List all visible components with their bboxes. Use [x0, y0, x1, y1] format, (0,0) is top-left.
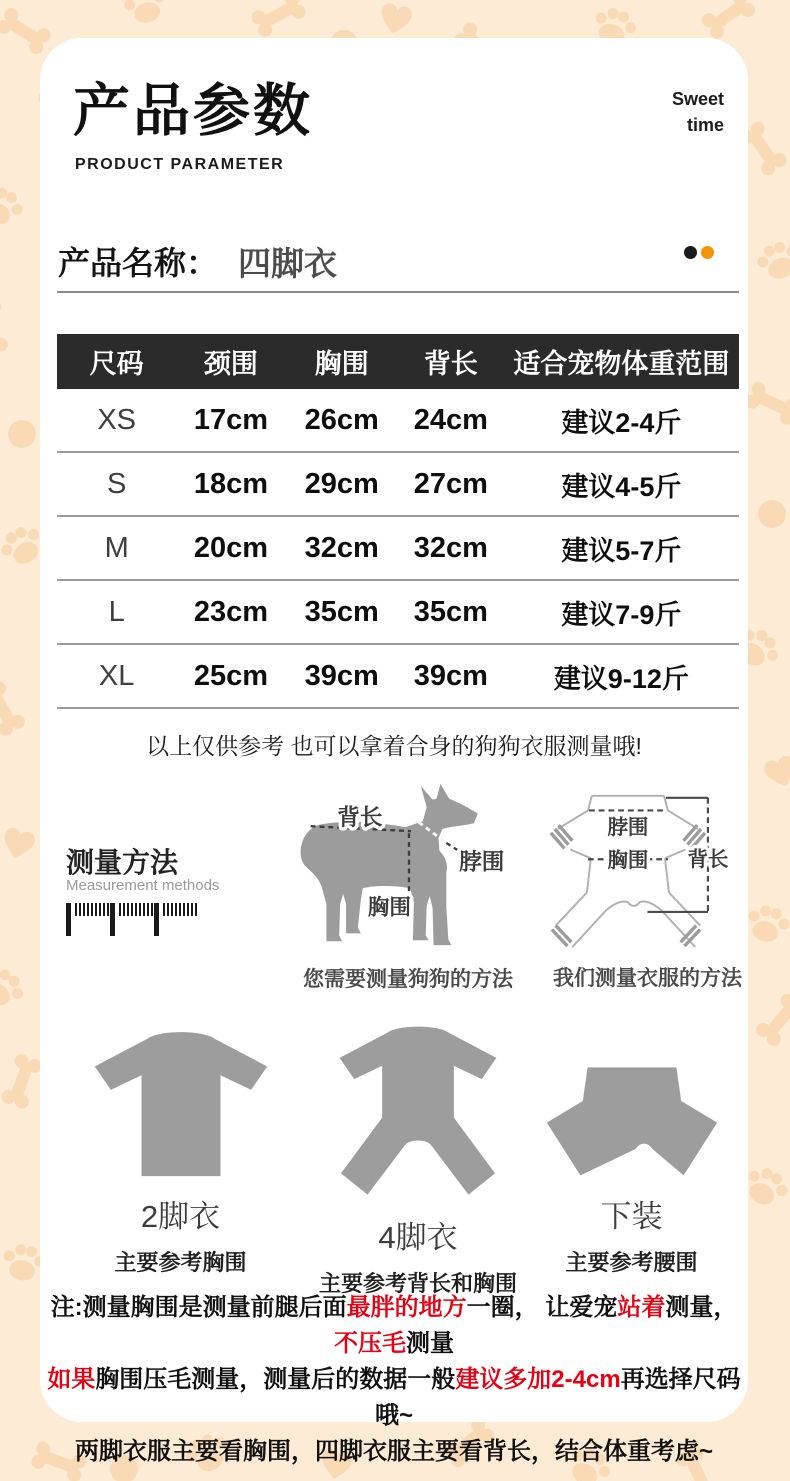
table-row	[57, 389, 739, 453]
garment-type-4leg	[303, 1022, 533, 1296]
measurement-footnote	[40, 1290, 748, 1470]
size-table	[57, 334, 739, 709]
column-header-neck: 颈围	[203, 349, 258, 379]
table-cell: 建议9-12斤	[553, 663, 689, 694]
size-table-header	[57, 334, 739, 389]
table-row	[57, 645, 739, 709]
dog-silhouette-icon	[293, 781, 523, 956]
brand-mark	[672, 86, 724, 138]
4leg-suit-icon	[318, 1022, 518, 1200]
table-cell: 39cm	[413, 659, 488, 692]
table-cell: S	[107, 467, 127, 500]
type-caption-4leg: 主要参考背长和胸围	[318, 1271, 517, 1296]
bottoms-icon	[542, 1065, 722, 1179]
garment-chest-label: 胸围	[607, 849, 649, 873]
type-caption-2leg: 主要参考胸围	[114, 1250, 247, 1275]
footnote-line: 如果胸围压毛测量，测量后的数据一般建议多加2-4cm再选择尺码哦~	[47, 1366, 741, 1429]
divider-line	[57, 291, 739, 293]
garment-type-2leg	[58, 1022, 303, 1277]
garment-outline-icon	[545, 783, 745, 955]
table-cell: 17cm	[193, 403, 268, 436]
column-header-chest: 胸围	[314, 349, 369, 379]
product-parameter-card	[40, 38, 748, 1465]
2leg-shirt-icon	[71, 1027, 291, 1179]
type-name-4leg: 4脚衣	[378, 1220, 458, 1255]
table-cell: 建议7-9斤	[561, 599, 682, 630]
type-caption-bottoms: 主要参考腰围	[565, 1250, 698, 1275]
product-name-value: 四脚衣	[238, 245, 338, 282]
table-cell: 27cm	[413, 467, 488, 500]
reference-note: 以上仅供参考 也可以拿着合身的狗狗衣服测量哦!	[146, 733, 642, 759]
dog-measure-figure	[293, 781, 523, 993]
table-cell: 20cm	[193, 531, 268, 564]
table-row	[57, 581, 739, 645]
measurement-title: 测量方法	[66, 847, 179, 878]
dog-figure-caption: 您需要测量狗狗的方法	[303, 968, 513, 991]
table-cell: 39cm	[304, 659, 379, 692]
table-cell: 35cm	[304, 595, 379, 628]
product-name-label: 产品名称：	[58, 245, 219, 281]
measurement-subtitle: Measurement methods	[66, 877, 220, 894]
table-cell: 24cm	[413, 403, 488, 436]
table-cell: 32cm	[304, 531, 379, 564]
table-row	[57, 453, 739, 517]
column-header-weight: 适合宠物体重范围	[513, 349, 730, 379]
black-dot-icon	[684, 246, 697, 259]
table-cell: 26cm	[304, 403, 379, 436]
table-cell: XL	[98, 659, 135, 692]
page-subtitle: PRODUCT PARAMETER	[75, 156, 285, 173]
orange-dot-icon	[701, 246, 714, 259]
table-cell: 建议5-7斤	[561, 535, 682, 566]
column-header-size: 尺码	[89, 349, 144, 379]
table-cell: 18cm	[193, 467, 268, 500]
garment-figure-caption: 我们测量衣服的方法	[553, 967, 742, 990]
brand-line1: Sweet	[671, 89, 724, 109]
ruler-icon	[66, 903, 202, 937]
dog-neck-label: 脖围	[459, 849, 505, 875]
table-cell: 23cm	[193, 595, 268, 628]
dog-chest-label: 胸围	[367, 894, 411, 920]
table-cell: 29cm	[304, 467, 379, 500]
table-cell: L	[108, 595, 125, 628]
decorative-dots	[684, 246, 714, 259]
brand-line2: time	[686, 115, 724, 136]
type-name-2leg: 2脚衣	[140, 1199, 221, 1234]
garment-type-bottoms	[533, 1022, 730, 1277]
measurement-methods-section	[58, 783, 742, 1028]
table-cell: 25cm	[193, 659, 268, 692]
dog-back-length-label: 背长	[337, 805, 383, 831]
table-row	[57, 517, 739, 581]
garment-neck-label: 脖围	[607, 815, 649, 839]
garment-back-label: 背长	[687, 848, 729, 872]
garment-measure-figure	[545, 783, 750, 992]
table-cell: 32cm	[413, 531, 488, 564]
product-name-row	[58, 238, 714, 285]
table-cell: M	[104, 531, 129, 564]
table-cell: 35cm	[413, 595, 488, 628]
table-cell: 建议4-5斤	[561, 471, 682, 502]
size-table-body	[57, 389, 739, 709]
column-header-back: 背长	[423, 349, 478, 379]
table-cell: 建议2-4斤	[561, 407, 682, 438]
garment-types-section	[58, 1022, 730, 1296]
table-cell: XS	[97, 403, 137, 436]
page-title: 产品参数	[73, 79, 313, 143]
footnote-line: 注:测量胸围是测量前腿后面最胖的地方一圈， 让爱宠站着测量，不压毛测量	[50, 1294, 738, 1357]
footnote-line: 两脚衣服主要看胸围，四脚衣服主要看背长，结合体重考虑~	[74, 1438, 713, 1465]
type-name-bottoms: 下装	[600, 1199, 663, 1234]
